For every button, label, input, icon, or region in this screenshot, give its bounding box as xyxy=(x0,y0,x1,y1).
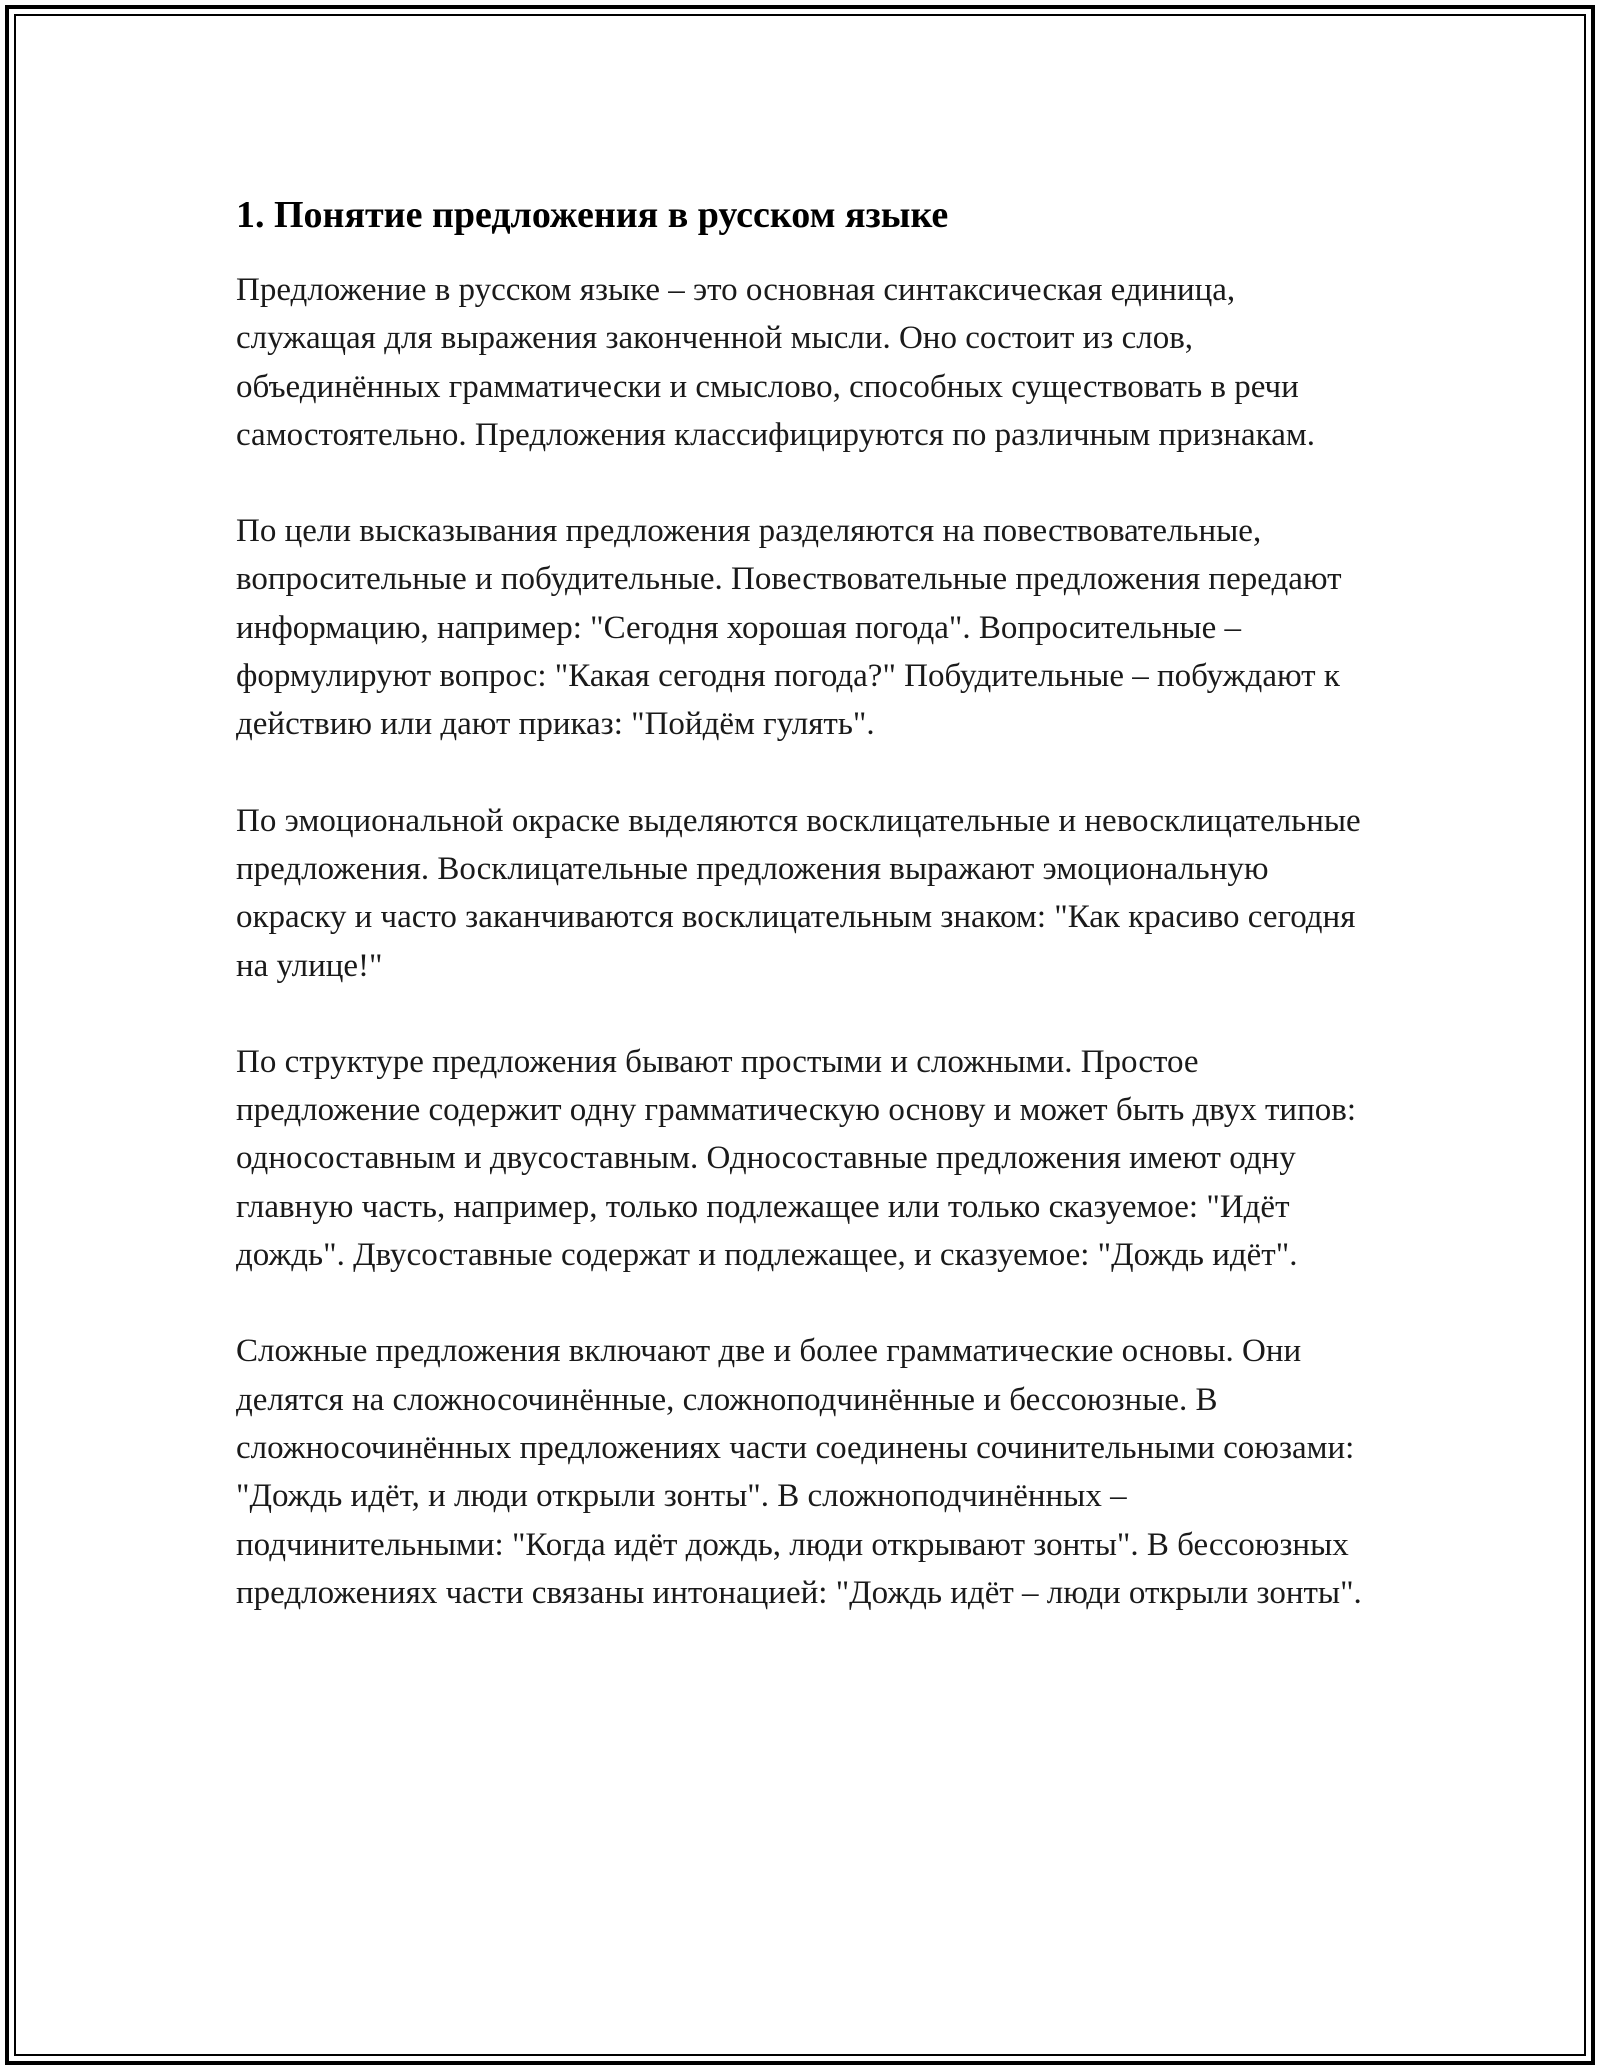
paragraph-definition: Предложение в русском языке – это основная синтаксическая единица, служащая для выражения законченной мысли. Оно состоит из слов, объединённых грамматически и смыслово, способных существовать в речи самостоятельно. Предложения классифицируются по различным признакам. xyxy=(236,272,1315,453)
section-heading: 1. Понятие предложения в русском языке xyxy=(236,194,949,236)
paragraph-structure: По структуре предложения бывают простыми и сложными. Простое предложение содержит одну грамматическую основу и может быть двух типов: односоставным и двусоставным. Односоставные предложения имеют одну главную часть, например, только подлежащее или только сказуемое: "Идёт дождь". Двусоставные содержат и подлежащее, и сказуемое: "Дождь идёт". xyxy=(236,1043,1356,1274)
document-body xyxy=(236,188,1376,1617)
paragraph-purpose: По цели высказывания предложения разделяются на повествовательные, вопросительные и побудительные. Повествовательные предложения передают информацию, например: "Сегодня хорошая погода". Вопросительные – формулируют вопрос: "Какая сегодня погода?" Побудительные – побуждают к действию или дают приказ: "Пойдём гулять". xyxy=(236,513,1342,743)
paragraph-complex: Сложные предложения включают две и более грамматические основы. Они делятся на сложносочинённые, сложноподчинённые и бессоюзные. В сложносочинённых предложениях части соединены сочинительными союзами: "Дождь идёт, и люди открыли зонты". В сложноподчинённых – подчинительными: "Когда идёт дождь, люди открывают зонты". В бессоюзных предложениях части связаны интонацией: "Дождь идёт – люди открыли зонты". xyxy=(236,1333,1362,1611)
paragraph-emotional: По эмоциональной окраске выделяются восклицательные и невосклицательные предложения. Восклицательные предложения выражают эмоциональную окраску и часто заканчиваются восклицательным знаком: "Как красиво сегодня на улице!" xyxy=(236,802,1361,984)
